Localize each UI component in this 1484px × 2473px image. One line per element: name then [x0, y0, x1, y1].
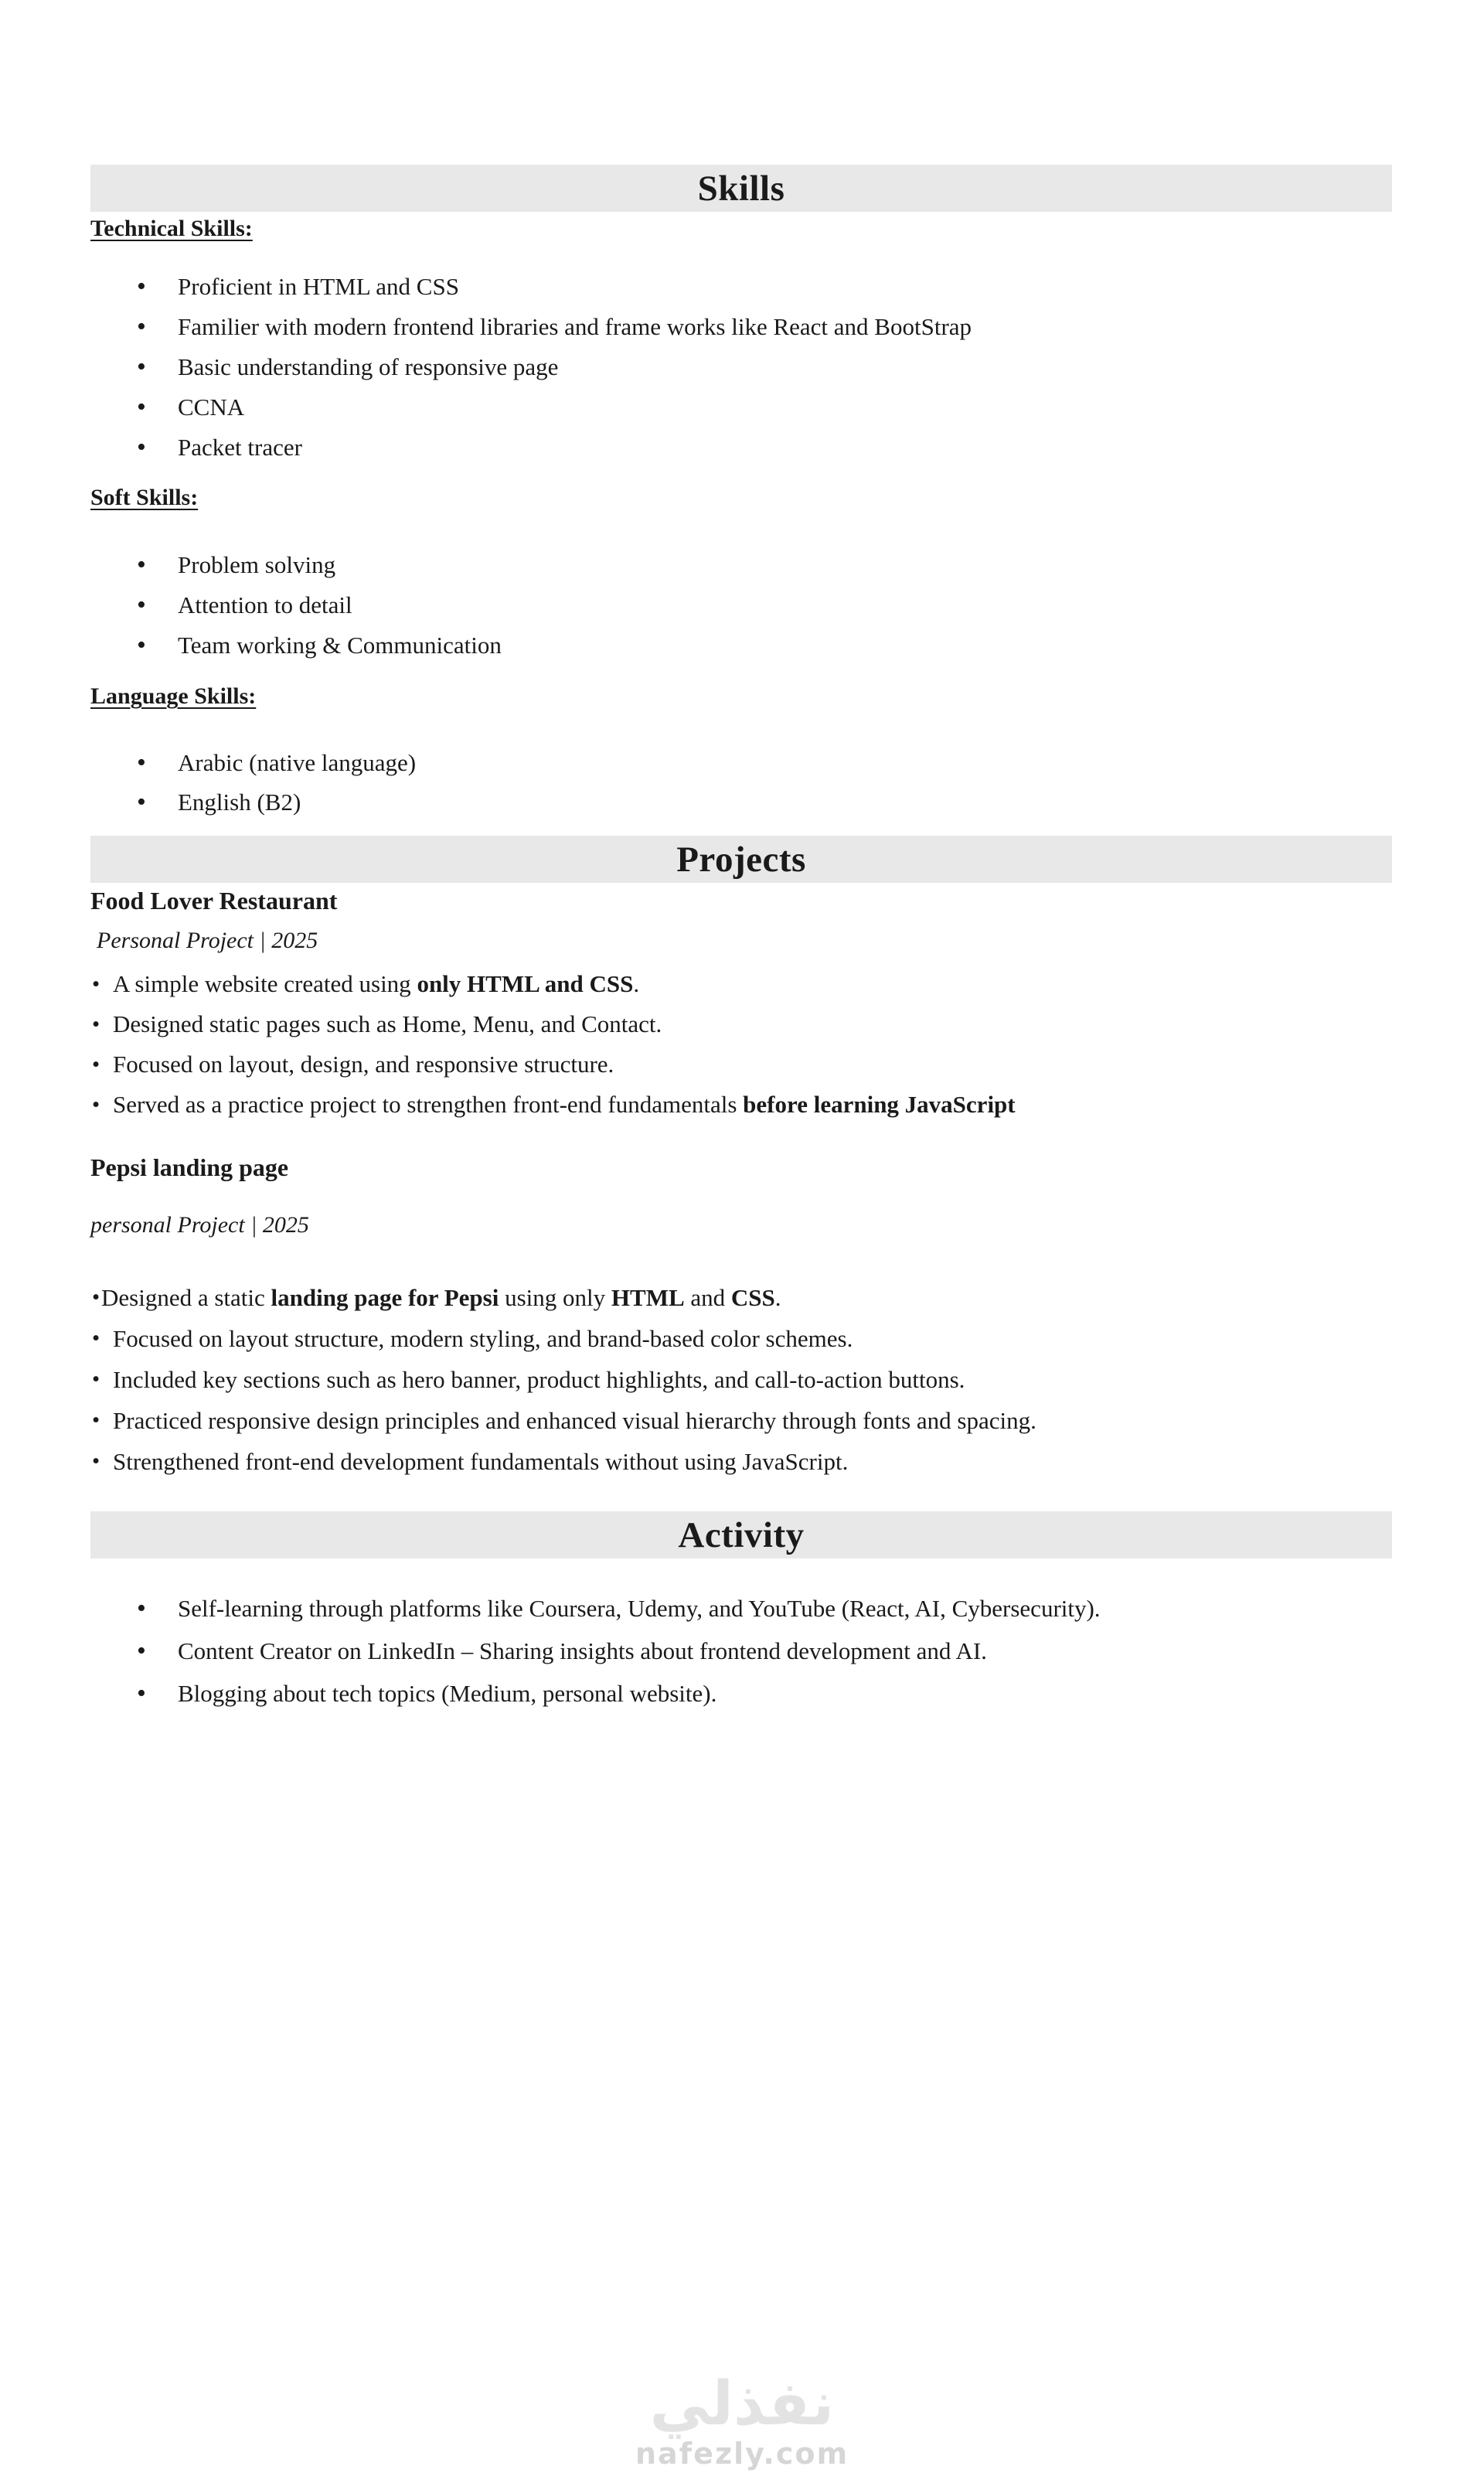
bullet-icon: •: [92, 1449, 100, 1473]
activity-list: [90, 1587, 1392, 1715]
project-bullets-pepsi: [90, 1277, 1392, 1482]
project-bullet: [90, 1359, 1392, 1400]
list-item-text: Strengthened front-end development fundamentals without using JavaScript.: [113, 1448, 849, 1475]
projects-section-title: Projects: [676, 839, 806, 880]
technical-skill-item: [90, 387, 1392, 427]
activity-item: [90, 1672, 1392, 1715]
project-bullets-food-lover: [90, 964, 1392, 1125]
bullet-icon: •: [137, 312, 146, 341]
bullet-icon: •: [137, 1679, 146, 1708]
project-bullet: [90, 1085, 1392, 1125]
projects-section-band: [90, 836, 1392, 883]
project-meta-food-lover: Personal Project | 2025: [97, 928, 318, 953]
technical-skill-item: [90, 307, 1392, 347]
list-item-text: Designed static pages such as Home, Menu, and Contact.: [113, 1010, 662, 1037]
list-item-text: Basic understanding of responsive page: [178, 353, 559, 380]
bullet-icon: •: [137, 272, 146, 301]
bullet-icon: •: [137, 1637, 146, 1665]
bullet-icon: •: [137, 353, 146, 381]
list-item-text: Focused on layout, design, and responsive structure.: [113, 1051, 614, 1078]
project-name-food-lover: Food Lover Restaurant: [90, 887, 338, 915]
list-item-text: Problem solving: [178, 551, 336, 578]
list-item-text: Familier with modern frontend libraries and frame works like React and BootStrap: [178, 313, 972, 340]
list-item-text: Content Creator on LinkedIn – Sharing insights about frontend development and AI.: [178, 1637, 987, 1664]
bullet-icon: •: [137, 393, 146, 421]
project-bullet: [90, 964, 1392, 1004]
activity-section-band: [90, 1511, 1392, 1558]
list-item-text: Self-learning through platforms like Coursera, Udemy, and YouTube (React, AI, Cybersecurity).: [178, 1595, 1101, 1622]
technical-skill-item: [90, 427, 1392, 468]
list-item-text: Included key sections such as hero banner, product highlights, and call-to-action buttons.: [113, 1366, 965, 1393]
skills-section-title: Skills: [697, 168, 785, 209]
list-item-text: Practiced responsive design principles and enhanced visual hierarchy through fonts and spacing.: [113, 1407, 1036, 1434]
project-bullet: [90, 1400, 1392, 1441]
bullet-icon: •: [137, 631, 146, 659]
project-meta-pepsi: personal Project | 2025: [90, 1212, 309, 1238]
bullet-icon: •: [92, 1012, 100, 1037]
list-item-text: CCNA: [178, 393, 245, 421]
project-bullet: [90, 1044, 1392, 1085]
bullet-icon: •: [137, 433, 146, 462]
soft-skill-item: [90, 545, 1392, 585]
project-name-pepsi: Pepsi landing page: [90, 1153, 289, 1181]
list-item-text: Team working & Communication: [178, 632, 502, 659]
bullet-icon: •: [137, 591, 146, 619]
bullet-icon: •: [137, 550, 146, 579]
list-item-text: Proficient in HTML and CSS: [178, 273, 459, 300]
soft-skills-heading: Soft Skills:: [90, 485, 199, 510]
language-skill-item: [90, 782, 1392, 822]
soft-skills-list: [90, 545, 1392, 666]
bullet-icon: •: [92, 1408, 100, 1432]
nafezly-logo-watermark: نفذلي: [649, 2369, 835, 2439]
technical-skills-list: [90, 267, 1392, 468]
bullet-icon: •: [137, 748, 146, 777]
technical-skill-item: [90, 347, 1392, 387]
bullet-icon: •: [92, 972, 100, 996]
language-skills-heading: Language Skills:: [90, 683, 257, 709]
bullet-icon: •: [92, 1326, 100, 1351]
technical-skills-heading: Technical Skills:: [90, 216, 253, 241]
bullet-icon: •: [92, 1052, 100, 1077]
bullet-icon: •: [92, 1367, 100, 1391]
project-bullet: [90, 1318, 1392, 1359]
soft-skill-item: [90, 585, 1392, 625]
language-skills-list: [90, 743, 1392, 822]
list-item-text: Blogging about tech topics (Medium, personal website).: [178, 1680, 717, 1707]
list-item-text: Served as a practice project to strengthen front-end fundamentals before learning JavaScript: [113, 1091, 1016, 1118]
activity-section-title: Activity: [678, 1514, 805, 1555]
soft-skill-item: [90, 625, 1392, 666]
list-item-text: English (B2): [178, 789, 301, 816]
list-item-text: Attention to detail: [178, 591, 352, 618]
list-item-text: Focused on layout structure, modern styling, and brand-based color schemes.: [113, 1325, 853, 1352]
project-bullet: [90, 1277, 1392, 1318]
activity-item: [90, 1587, 1392, 1630]
skills-section-band: [90, 165, 1392, 212]
list-item-text: A simple website created using only HTML and CSS.: [113, 970, 640, 997]
bullet-icon: •: [92, 1092, 100, 1117]
activity-item: [90, 1630, 1392, 1672]
project-bullet: [90, 1004, 1392, 1044]
list-item-text: Packet tracer: [178, 434, 302, 461]
project-bullet: [90, 1441, 1392, 1482]
bullet-icon: •: [92, 1285, 100, 1310]
bullet-icon: •: [137, 1594, 146, 1623]
list-item-text: Arabic (native language): [178, 749, 417, 776]
nafezly-site-watermark: nafezly.com: [635, 2437, 849, 2471]
list-item-text: Designed a static landing page for Pepsi using only HTML and CSS.: [101, 1284, 781, 1311]
bullet-icon: •: [137, 788, 146, 816]
language-skill-item: [90, 743, 1392, 782]
technical-skill-item: [90, 267, 1392, 307]
